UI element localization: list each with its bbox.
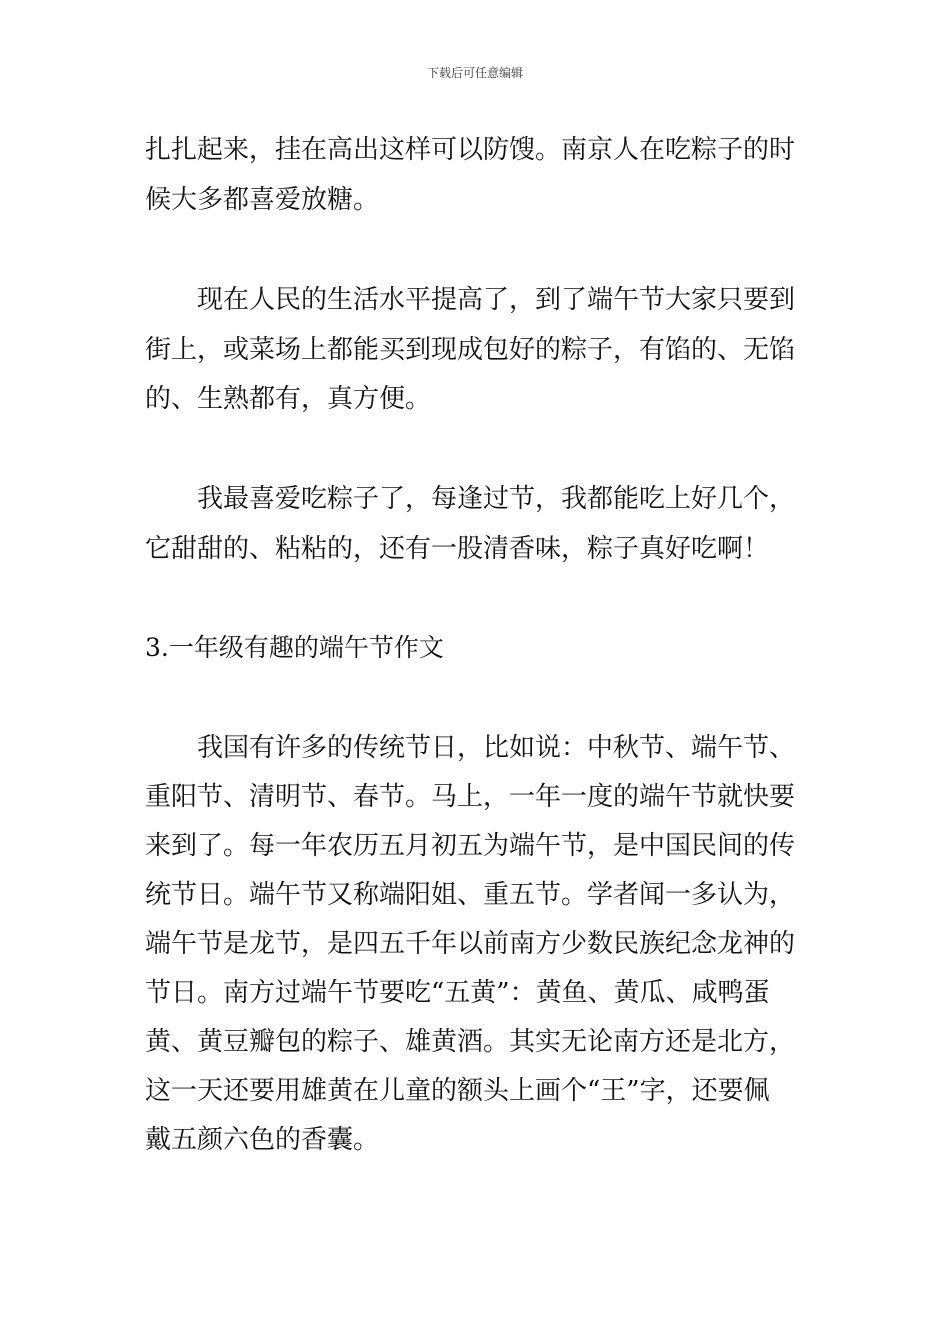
text-line: 来到了。每一年农历五月初五为端午节，是中国民间的传 <box>145 831 796 861</box>
text-line: 我最喜爱吃粽子了，每逢过节，我都能吃上好几个， <box>145 484 796 514</box>
header-note: 下载后可任意编辑 <box>426 66 523 80</box>
text-line: 这一天还要用雄黄在儿童的额头上画个“王”字，还要佩 <box>145 1076 770 1106</box>
text-line: 戴五颜六色的香囊。 <box>145 1125 380 1155</box>
text-line: 的、生熟都有，真方便。 <box>145 384 432 414</box>
text-line: 统节日。端午节又称端阳姐、重五节。学者闻一多认为， <box>145 880 796 910</box>
text-line: 节日。南方过端午节要吃“五黄”：黄鱼、黄瓜、咸鸭蛋 <box>145 978 770 1008</box>
text-line: 候大多都喜爱放糖。 <box>145 185 380 215</box>
text-line: 重阳节、清明节、春节。马上，一年一度的端午节就快要 <box>145 782 796 812</box>
text-line: 我国有许多的传统节日，比如说：中秋节、端午节、 <box>145 733 796 763</box>
text-line: 现在人民的生活水平提高了，到了端午节大家只要到 <box>145 285 796 315</box>
text-line: 扎扎起来，挂在高出这样可以防馊。南京人在吃粽子的时 <box>145 135 796 165</box>
text-line: 端午节是龙节，是四五千年以前南方少数民族纪念龙神的 <box>145 929 796 959</box>
text-line: 黄、黄豆瓣包的粽子、雄黄酒。其实无论南方还是北方， <box>145 1027 796 1057</box>
text-line: 它甜甜的、粘粘的，还有一股清香味，粽子真好吃啊！ <box>145 534 770 564</box>
text-line: 街上，或菜场上都能买到现成包好的粽子，有馅的、无馅 <box>145 335 796 365</box>
section-heading: 3.一年级有趣的端午节作文 <box>145 633 444 662</box>
